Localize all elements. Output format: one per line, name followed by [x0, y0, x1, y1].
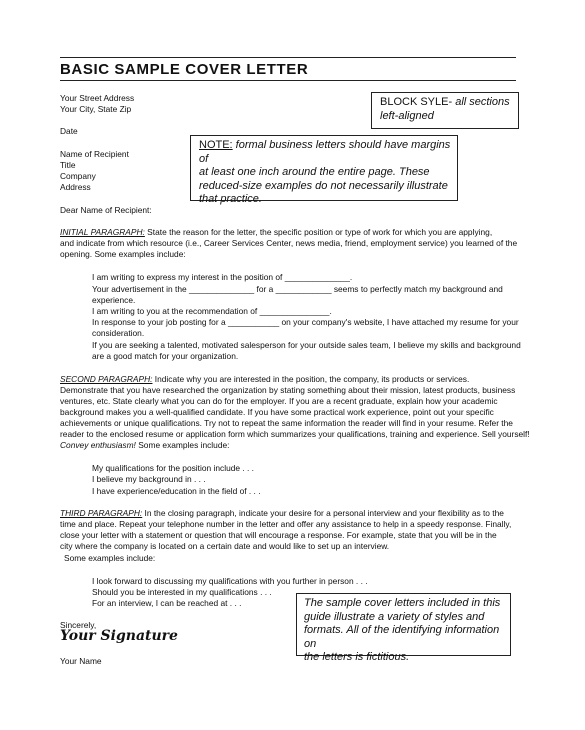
initial-paragraph-line-1	[60, 227, 492, 238]
sample-line-2: guide illustrate a variety of styles and	[304, 610, 485, 623]
letter-date: Date	[60, 126, 78, 136]
block-style-callout	[371, 92, 519, 129]
note-callout	[190, 135, 458, 206]
third-paragraph-line-1	[60, 508, 504, 519]
sample-letters-callout	[296, 593, 511, 664]
sender-street: Your Street Address	[60, 93, 135, 103]
block-style-text-2: left-aligned	[380, 109, 434, 122]
sample-line-4: the letters is fictitious.	[304, 651, 410, 664]
title-underline	[60, 80, 516, 81]
third-example-2: Should you be interested in my qualifications . . .	[92, 587, 272, 597]
third-example-3: For an interview, I can be reached at . . .	[92, 598, 242, 608]
second-paragraph-heading: SECOND PARAGRAPH:	[60, 374, 153, 384]
initial-example-2-cont: experience.	[92, 295, 136, 305]
third-paragraph-text: In the closing paragraph, indicate your desire for a personal interview and your flexibility as to the	[142, 508, 504, 518]
initial-example-5-cont: are a good match for your organization.	[92, 351, 239, 361]
second-example-1: My qualifications for the position include . . .	[92, 463, 254, 473]
initial-example-5: If you are seeking a talented, motivated salesperson for your outside sales team, I believe my skills and background	[92, 340, 521, 350]
sender-city: Your City, State Zip	[60, 104, 132, 114]
closing-name: Your Name	[60, 656, 102, 666]
sample-line-1: The sample cover letters included in this	[304, 597, 501, 609]
third-example-1: I look forward to discussing my qualifications with you further in person . . .	[92, 576, 368, 586]
initial-paragraph-line-2: and indicate from which resource (i.e., Career Services Center, news media, friend, employment service) you learned of the	[60, 238, 518, 248]
note-line-1: formal business letters should have margins of	[199, 139, 451, 165]
second-paragraph-line-1	[60, 374, 469, 385]
initial-example-2: Your advertisement in the ______________ for a ____________ seems to perfectly match my background and	[92, 284, 503, 294]
second-paragraph-line-5: achievements or unique qualifications. Try not to repeat the same information the reader will find in your resume. Refer the	[60, 418, 513, 428]
second-paragraph-line-7	[60, 440, 229, 451]
third-paragraph-line-2: time and place. Repeat your telephone number in the letter and offer any assistance to help in a speedy response. Finally,	[60, 519, 512, 529]
sample-line-3: formats. All of the identifying information on	[304, 624, 500, 650]
initial-paragraph-text: State the reason for the letter, the specific position or type of work for which you are applying,	[144, 227, 493, 237]
third-paragraph-line-3: close your letter with a statement or question that will encourage a response. For example, state that you will be in the	[60, 530, 497, 540]
recipient-name: Name of Recipient	[60, 149, 129, 159]
recipient-company: Company	[60, 171, 96, 181]
second-example-3: I have experience/education in the field of . . .	[92, 486, 261, 496]
second-example-2: I believe my background in . . .	[92, 474, 206, 484]
top-rule	[60, 57, 516, 58]
third-paragraph-heading: THIRD PARAGRAPH:	[60, 508, 143, 518]
second-paragraph-line-2: Demonstrate that you have researched the organization by stating something about their mission, latest products, business	[60, 385, 516, 395]
third-paragraph-line-4: city where the company is located on a certain date and would like to set up an interview.	[60, 541, 390, 551]
initial-example-3: I am writing to you at the recommendation of _______________.	[92, 306, 332, 316]
document-title: BASIC SAMPLE COVER LETTER	[60, 61, 309, 78]
note-line-3: reduced-size examples do not necessarily illustrate	[199, 179, 448, 192]
initial-example-4-cont: consideration.	[92, 328, 145, 338]
recipient-title: Title	[60, 160, 76, 170]
note-label: NOTE:	[199, 139, 233, 151]
note-line-4: that practice.	[199, 193, 262, 206]
block-style-text: all sections	[452, 96, 510, 108]
initial-example-4: In response to your job posting for a ___________ on your company's website, I have attached my resume for your	[92, 317, 519, 327]
second-paragraph-text: Indicate why you are interested in the position, the company, its products or services.	[152, 374, 470, 384]
recipient-address: Address	[60, 182, 91, 192]
second-paragraph-line-3: ventures, etc. State clearly what you can do for the employer. If you are a recent graduate, explain how your academic	[60, 396, 498, 406]
initial-paragraph-line-3: opening. Some examples include:	[60, 249, 186, 259]
second-paragraph-line-4: background makes you a well-qualified candidate. If you have some practical work experience, point out your specific	[60, 407, 494, 417]
third-examples-intro: Some examples include:	[64, 553, 156, 563]
salutation: Dear Name of Recipient:	[60, 205, 152, 215]
note-line-2: at least one inch around the entire page. These	[199, 166, 430, 179]
convey-enthusiasm: Convey enthusiasm!	[60, 440, 136, 450]
closing-sincerely: Sincerely,	[60, 620, 97, 630]
signature: Your Signature	[60, 628, 178, 644]
second-paragraph-line-6: reader to the enclosed resume or application form which summarizes your qualifications, training and experience. Sell yourself!	[60, 429, 530, 439]
block-style-label: BLOCK SYLE-	[380, 96, 453, 108]
second-examples-intro: Some examples include:	[135, 440, 230, 450]
initial-example-1: I am writing to express my interest in the position of ______________.	[92, 272, 353, 282]
initial-paragraph-heading: INITIAL PARAGRAPH:	[60, 227, 145, 237]
